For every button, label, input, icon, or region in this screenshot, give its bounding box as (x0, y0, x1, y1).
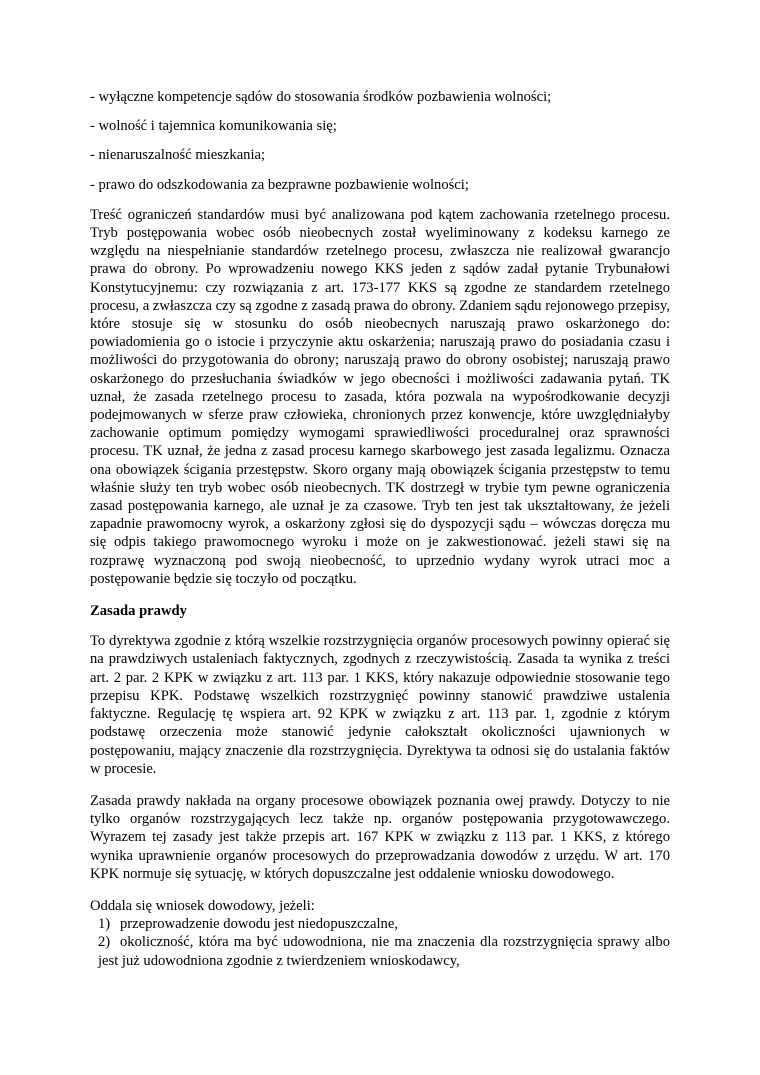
paragraph-truth-obligation: Zasada prawdy nakłada na organy procesowe obowiązek poznania owej prawdy. Dotyczy to nie tylko organów rozstrzygających lecz także np. organów postępowania przygotowawczego. Wyrazem tej zasady jest także przepis art. 167 KPK w związku z 113 par. 1 KKS, z którego wynika uprawnienie organów procesowych do przeprowadzania dowodów z urzędu. W art. 170 KPK normuje się sytuację, w których dopuszczalne jest oddalenie wniosku dowodowego. (90, 792, 670, 882)
bullet-item: - wyłączne kompetencje sądów do stosowania środków pozbawienia wolności; (90, 89, 552, 105)
bullet-item: - wolność i tajemnica komunikowania się; (90, 118, 337, 135)
numbered-item (90, 933, 670, 969)
numbered-item-number: 1) (98, 916, 111, 933)
paragraph-truth-directive: To dyrektywa zgodnie z którą wszelkie rozstrzygnięcia organów procesowych powinny opierać się na prawdziwych ustaleniach faktycznych, zgodnych z rzeczywistością. Zasada ta wynika z treści art. 2 par. 2 KPK w związku z art. 113 par. 1 KKS, który nakazuje odpowiednie stosowanie tego przepisu KPK. Podstawę wszelkich rozstrzygnięć powinny stanowić prawdziwe ustalenia faktyczne. Regulację tę wspiera art. 92 KPK w związku z art. 113 par. 1, zgodnie z którym podstawę orzeczenia może stanowić jedynie całokształt okoliczności ujawnionych w postępowaniu, mający znaczenie dla rozstrzygnięcia. Dyrektywa ta odnosi się do ustalania faktów w procesie. (90, 633, 670, 777)
numbered-item-text: przeprowadzenie dowodu jest niedopuszczalne, (120, 916, 398, 933)
document-page (90, 88, 670, 970)
section-heading: Zasada prawdy (90, 603, 187, 620)
bullet-item: - prawo do odszkodowania za bezprawne pozbawienie wolności; (90, 176, 469, 193)
paragraph-restrictions: Treść ograniczeń standardów musi być analizowana pod kątem zachowania rzetelnego procesu. Tryb postępowania wobec osób nieobecnych został wyeliminowany z kodeksu karnego ze względu na niespełnianie standardów rzetelnego procesu, zwłaszcza nie realizował gwarancjo prawa do obrony. Po wprowadzeniu nowego KKS jeden z sądów zadał pytanie Trybunałowi Konstytucyjnemu: czy rozwiązania z art. 173-177 KKS są zgodne ze standardem rzetelnego procesu, a zwłaszcza czy są zgodne z zasadą prawa do obrony. Zdaniem sądu rejonowego przepisy, które stosuje się w stosunku do osób nieobecnych naruszają prawo oskarżonego do: powiadomienia go o istocie i przyczynie aktu oskarżenia; naruszają prawo do posiadania czasu i możliwości do przygotowania do obrony; naruszają prawo do obrony osobistej; naruszają prawo oskarżonego do przesłuchania świadków w jego obecności i możliwości zadawania pytań. TK uznał, że zasada rzetelnego procesu to zasada, która pozwala na wypośrodkowanie decyzji podejmowanych w sferze praw człowieka, chronionych przez konwencje, które uwzględniałyby zachowanie optimum pomiędzy wymogami sprawiedliwości proceduralnej oraz sprawności procesu. TK uznał, że jedna z zasad procesu karnego skarbowego jest zasada legalizmu. Oznacza ona obowiązek ścigania przestępstw. Skoro organy mają obowiązek ścigania przestępstw to temu właśnie służy ten tryb wobec osób nieobecnych. TK dostrzegł w trybie tym pewne ograniczenia zasad postępowania karnego, ale uznał je za czasowe. Tryb ten jest tak ukształtowany, że jeżeli zapadnie prawomocny wyrok, a oskarżony zgłosi się do dyspozycji sądu – wówczas doręcza mu się odpis takiego prawomocnego wyroku i może on je zakwestionować. jeżeli stawi się na rozprawę wyznaczoną pod swoją nieobecność, to uprzednio wydany wyrok utraci moc a postępowanie będzie się toczyło od początku. (90, 206, 670, 587)
numbered-item-text: okoliczność, która ma być udowodniona, nie ma znaczenia dla rozstrzygnięcia sprawy albo jest już udowodniona zgodnie z twierdzeniem wnioskodawcy, (98, 934, 670, 969)
numbered-item-number: 2) (98, 934, 111, 951)
bullet-item: - nienaruszalność mieszkania; (90, 147, 266, 164)
numbered-item (90, 915, 670, 933)
list-intro: Oddala się wniosek dowodowy, jeżeli: (90, 897, 315, 914)
